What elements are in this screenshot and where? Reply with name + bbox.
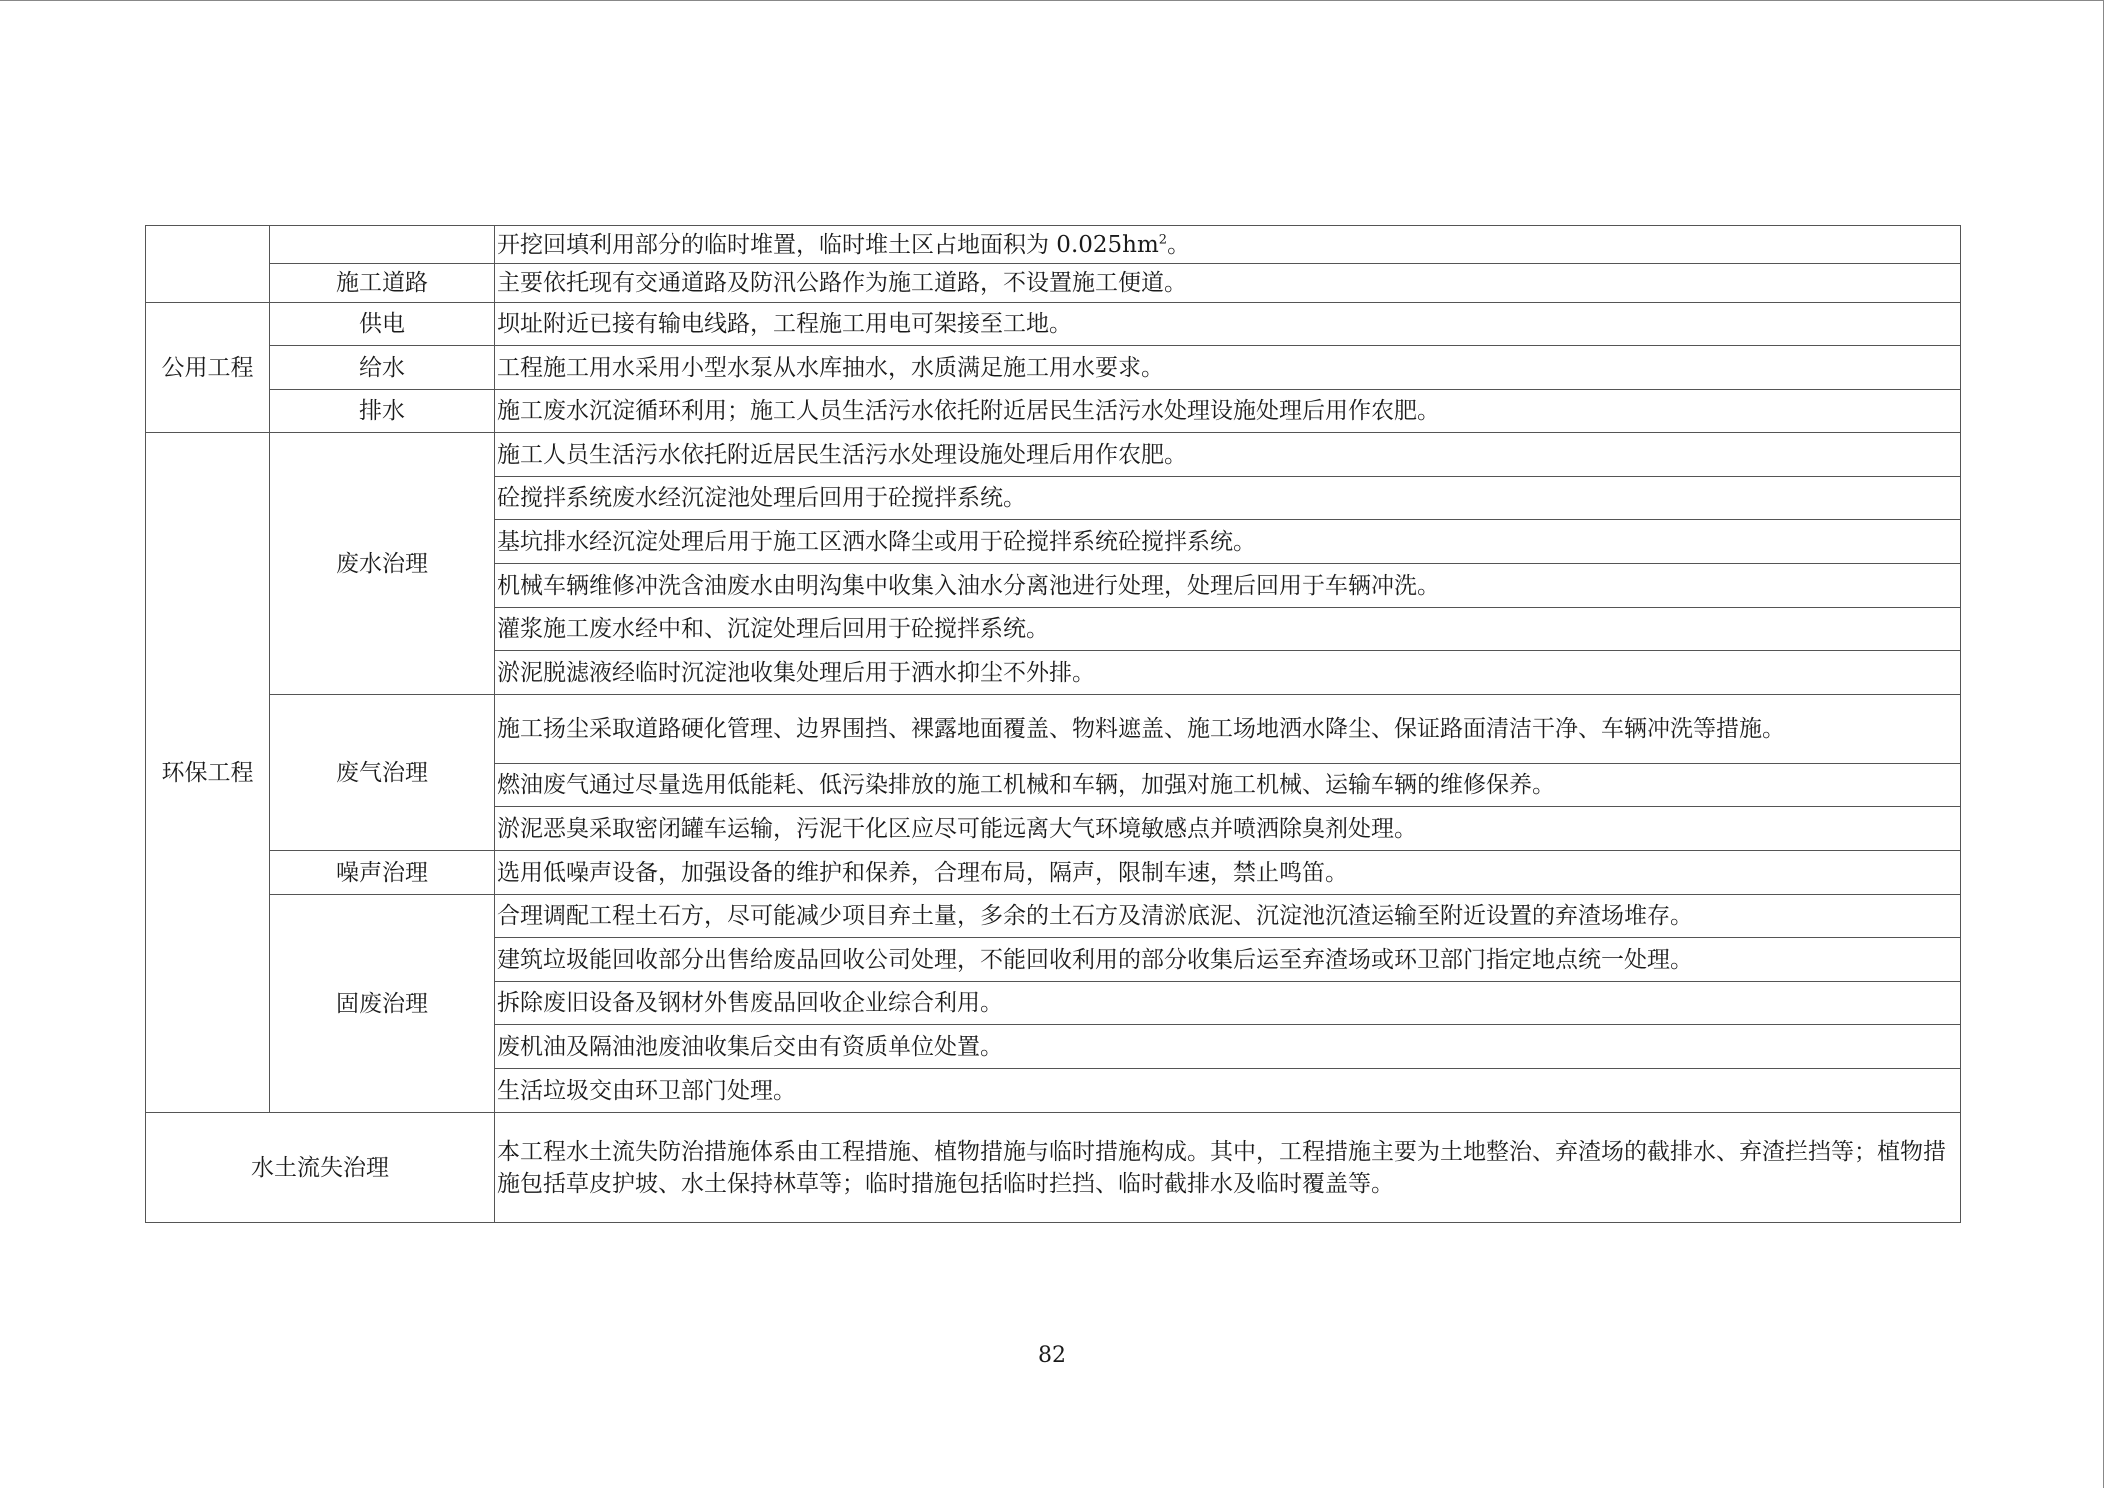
wastewater-item: 机械车辆维修冲洗含油废水由明沟集中收集入油水分离池进行处理，处理后回用于车辆冲洗。 <box>495 564 1961 608</box>
page-number: 82 <box>1038 1343 1066 1368</box>
table-row <box>146 303 1961 346</box>
table-row <box>146 695 1961 764</box>
road-label: 施工道路 <box>270 264 495 303</box>
solid-waste-item: 生活垃圾交由环卫部门处理。 <box>495 1069 1961 1113</box>
row-top-suffix: 。 <box>1167 231 1191 258</box>
wastewater-item: 灌浆施工废水经中和、沉淀处理后回用于砼搅拌系统。 <box>495 608 1961 651</box>
exhaust-item: 施工扬尘采取道路硬化管理、边界围挡、裸露地面覆盖、物料遮盖、施工场地洒水降尘、保证路面清洁干净、车辆冲洗等措施。 <box>495 695 1961 764</box>
solid-waste-item: 建筑垃圾能回收部分出售给废品回收公司处理，不能回收利用的部分收集后运至弃渣场或环卫部门指定地点统一处理。 <box>495 938 1961 982</box>
table-row <box>146 433 1961 477</box>
utilities-category: 公用工程 <box>146 303 270 433</box>
exhaust-item: 淤泥恶臭采取密闭罐车运输，污泥干化区应尽可能远离大气环境敏感点并喷洒除臭剂处理。 <box>495 807 1961 851</box>
row-top-text <box>495 226 1961 264</box>
table-row <box>146 390 1961 433</box>
solid-waste-label: 固废治理 <box>270 895 495 1113</box>
measures-table <box>145 225 1961 1223</box>
table-row <box>146 264 1961 303</box>
soil-erosion-text: 本工程水土流失防治措施体系由工程措施、植物措施与临时措施构成。其中，工程措施主要为土地整治、弃渣场的截排水、弃渣拦挡等；植物措施包括草皮护坡、水土保持林草等；临时措施包括临时拦挡、临时截排水及临时覆盖等。 <box>495 1113 1961 1223</box>
utility-text: 施工废水沉淀循环利用；施工人员生活污水依托附近居民生活污水处理设施处理后用作农肥。 <box>495 390 1961 433</box>
row-top-main: 开挖回填利用部分的临时堆置，临时堆土区占地面积为 0.025hm <box>497 231 1159 258</box>
utility-label: 给水 <box>270 346 495 390</box>
solid-waste-item: 拆除废旧设备及钢材外售废品回收企业综合利用。 <box>495 982 1961 1025</box>
noise-text: 选用低噪声设备，加强设备的维护和保养，合理布局，隔声，限制车速，禁止鸣笛。 <box>495 851 1961 895</box>
solid-waste-item: 废机油及隔油池废油收集后交由有资质单位处置。 <box>495 1025 1961 1069</box>
utility-text: 工程施工用水采用小型水泵从水库抽水，水质满足施工用水要求。 <box>495 346 1961 390</box>
table-row <box>146 346 1961 390</box>
road-text: 主要依托现有交通道路及防汛公路作为施工道路，不设置施工便道。 <box>495 264 1961 303</box>
soil-erosion-label: 水土流失治理 <box>146 1113 495 1223</box>
wastewater-item: 基坑排水经沉淀处理后用于施工区洒水降尘或用于砼搅拌系统砼搅拌系统。 <box>495 520 1961 564</box>
wastewater-label: 废水治理 <box>270 433 495 695</box>
table-row <box>146 1113 1961 1223</box>
row-top-superscript: 2 <box>1158 231 1168 247</box>
table-row <box>146 895 1961 938</box>
exhaust-item: 燃油废气通过尽量选用低能耗、低污染排放的施工机械和车辆，加强对施工机械、运输车辆的维修保养。 <box>495 764 1961 807</box>
env-category: 环保工程 <box>146 433 270 1113</box>
page-edge-top <box>0 0 2104 1</box>
solid-waste-item: 合理调配工程土石方，尽可能减少项目弃土量，多余的土石方及清淤底泥、沉淀池沉渣运输至附近设置的弃渣场堆存。 <box>495 895 1961 938</box>
wastewater-item: 淤泥脱滤液经临时沉淀池收集处理后用于洒水抑尘不外排。 <box>495 651 1961 695</box>
table-row <box>146 226 1961 264</box>
continued-subcategory-cell <box>270 226 495 264</box>
continued-category-cell <box>146 226 270 303</box>
utility-label: 供电 <box>270 303 495 346</box>
exhaust-label: 废气治理 <box>270 695 495 851</box>
noise-label: 噪声治理 <box>270 851 495 895</box>
wastewater-item: 砼搅拌系统废水经沉淀池处理后回用于砼搅拌系统。 <box>495 477 1961 520</box>
wastewater-item: 施工人员生活污水依托附近居民生活污水处理设施处理后用作农肥。 <box>495 433 1961 477</box>
utility-text: 坝址附近已接有输电线路，工程施工用电可架接至工地。 <box>495 303 1961 346</box>
table-row <box>146 851 1961 895</box>
utility-label: 排水 <box>270 390 495 433</box>
